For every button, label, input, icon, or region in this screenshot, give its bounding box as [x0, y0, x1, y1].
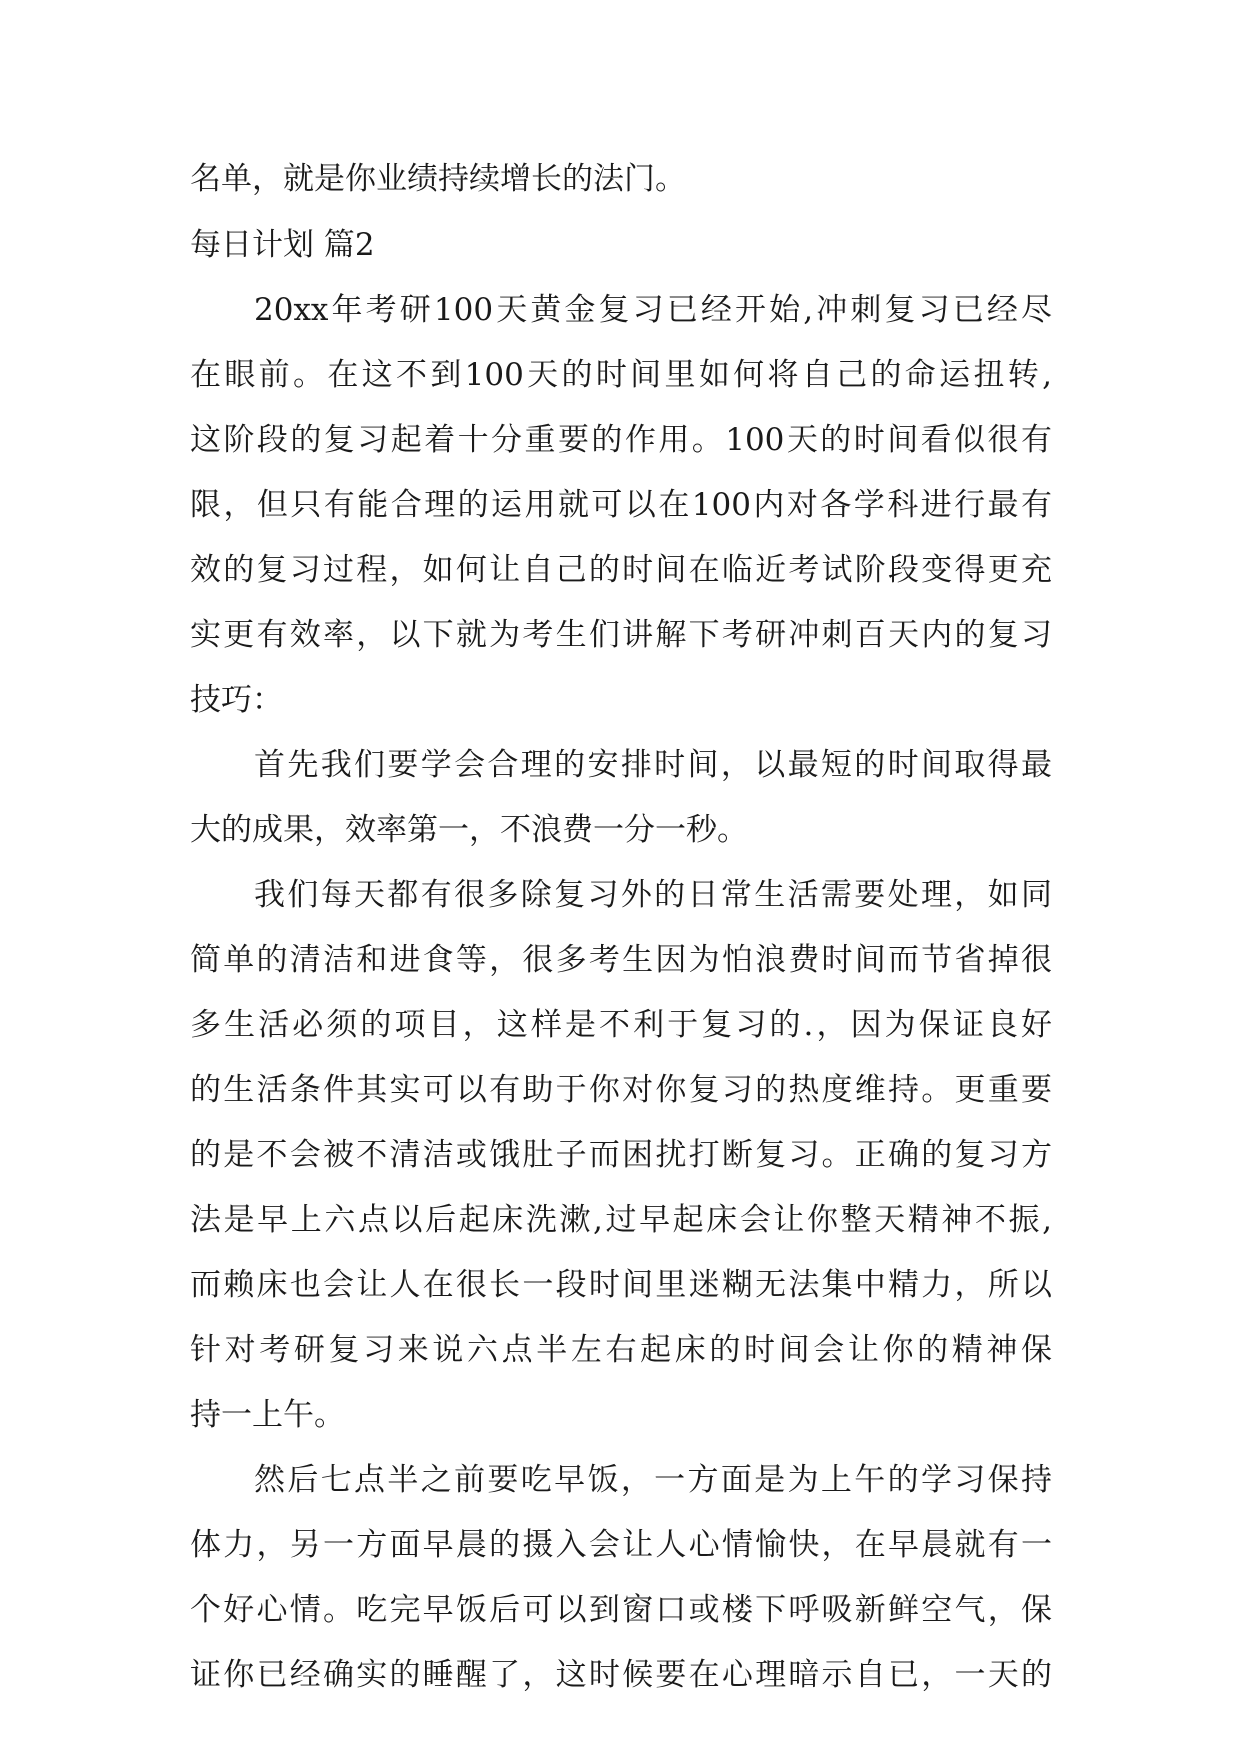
- text-line: 技巧：: [190, 682, 283, 718]
- text-line: 在眼前。在这不到100天的时间里如何将自己的命运扭转,: [190, 357, 1052, 393]
- text-line: 大的成果，效率第一，不浪费一分一秒。: [190, 812, 748, 848]
- text-line: 然后七点半之前要吃早饭，一方面是为上午的学习保持: [254, 1462, 1052, 1498]
- text-line: 限，但只有能合理的运用就可以在100内对各学科进行最有: [190, 487, 1052, 523]
- text-line: 多生活必须的项目，这样是不利于复习的.，因为保证良好: [190, 1007, 1052, 1043]
- text-line: 体力，另一方面早晨的摄入会让人心情愉快，在早晨就有一: [190, 1527, 1052, 1563]
- text-line: 名单，就是你业绩持续增长的法门。: [190, 161, 686, 197]
- text-line: 效的复习过程，如何让自己的时间在临近考试阶段变得更充: [190, 552, 1052, 588]
- text-line: 证你已经确实的睡醒了，这时候要在心理暗示自已，一天的: [190, 1657, 1052, 1693]
- section-heading: 每日计划 篇2: [190, 227, 375, 263]
- text-line: 实更有效率，以下就为考生们讲解下考研冲刺百天内的复习: [190, 617, 1052, 653]
- text-line: 持一上午。: [190, 1397, 345, 1433]
- text-line: 简单的清洁和进食等，很多考生因为怕浪费时间而节省掉很: [190, 942, 1052, 978]
- text-line: 个好心情。吃完早饭后可以到窗口或楼下呼吸新鲜空气，保: [190, 1592, 1052, 1628]
- text-line: 而赖床也会让人在很长一段时间里迷糊无法集中精力，所以: [190, 1267, 1052, 1303]
- text-line: 我们每天都有很多除复习外的日常生活需要处理，如同: [254, 877, 1052, 913]
- text-line: 首先我们要学会合理的安排时间，以最短的时间取得最: [254, 747, 1052, 783]
- text-line: 的是不会被不清洁或饿肚子而困扰打断复习。正确的复习方: [190, 1137, 1052, 1173]
- text-line: 的生活条件其实可以有助于你对你复习的热度维持。更重要: [190, 1072, 1052, 1108]
- text-line: 法是早上六点以后起床洗漱,过早起床会让你整天精神不振,: [190, 1202, 1052, 1238]
- text-line: 这阶段的复习起着十分重要的作用。100天的时间看似很有: [190, 422, 1052, 458]
- text-line: 20xx年考研100天黄金复习已经开始,冲刺复习已经尽: [254, 292, 1052, 328]
- text-line: 针对考研复习来说六点半左右起床的时间会让你的精神保: [190, 1332, 1052, 1368]
